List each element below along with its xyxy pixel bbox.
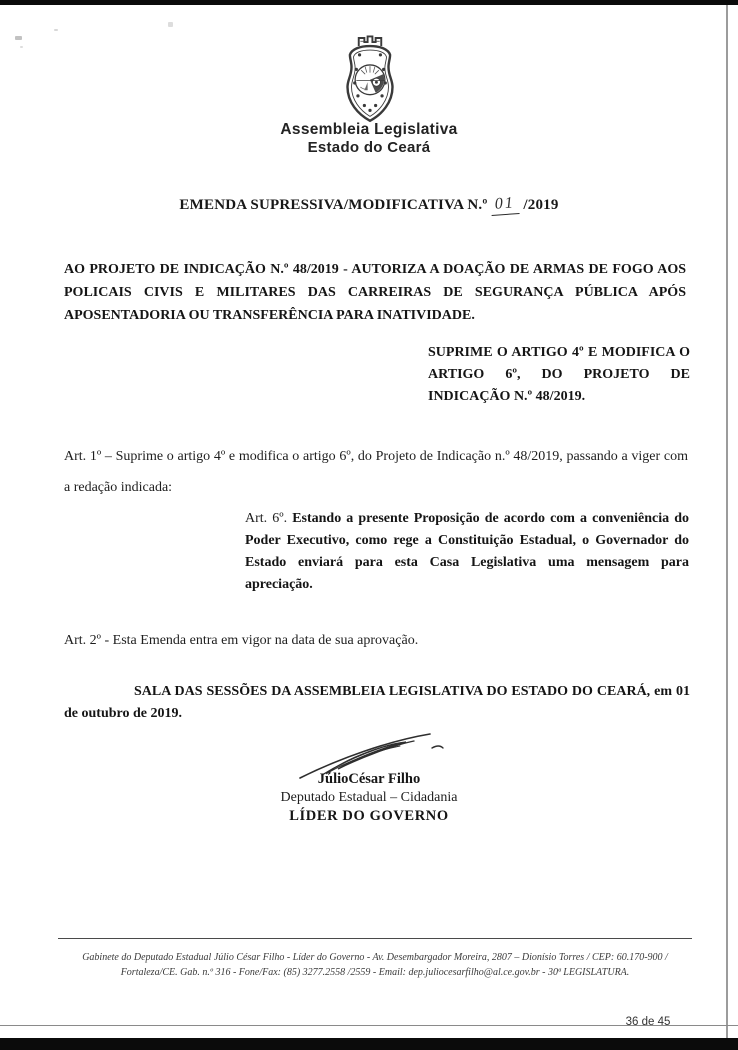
- footer-divider: [58, 938, 692, 939]
- signer-name: JúlioCésar Filho: [317, 771, 421, 787]
- page-number: 36 de 45: [625, 1016, 671, 1028]
- ceara-coat-of-arms-icon: [323, 34, 417, 124]
- scan-noise-speck: [54, 29, 58, 31]
- signer-role: Deputado Estadual – Cidadania: [280, 790, 458, 805]
- scan-noise-speck: [20, 46, 23, 48]
- footer-address: [48, 950, 702, 980]
- letterhead: [0, 121, 738, 157]
- summary-block: SUPRIME O ARTIGO 4º E MODIFICA O ARTIGO 6º, DO PROJETO DE INDICAÇÃO N.º 48/2019.: [428, 345, 690, 404]
- subject-paragraph: AO PROJETO DE INDICAÇÃO N.º 48/2019 - AUTORIZA A DOAÇÃO DE ARMAS DE FOGO AOS POLICAIS CIVIS E MILITARES DAS CARREIRAS DE SEGURANÇA PÚBLICA APÓS APOSENTADORIA OU TRANSFERÊNCIA PARA INATIVIDADE.: [64, 262, 686, 323]
- scan-noise-speck: [168, 22, 173, 27]
- footer-line-2: Fortaleza/CE. Gab. n.º 316 - Fone/Fax: (85) 3277.2558 /2559 - Email: dep.juliocesarfilho@al.ce.gov.br - 30ª LEGISLATURA.: [120, 967, 630, 978]
- signer-title: LÍDER DO GOVERNO: [289, 808, 449, 824]
- article-1-paragraph: Art. 1º – Suprime o artigo 4º e modifica o artigo 6º, do Projeto de Indicação n.º 48/2019, passando a viger com a redação indicada:: [64, 449, 688, 495]
- scan-artifact-page-edge: [726, 5, 728, 1038]
- article-6-text: Estando a presente Proposição de acordo com a conveniência do Poder Executivo, como rege a Constituição Estadual, o Governador do Estado enviará para esta Casa Legislativa uma mensagem para apreciação.: [245, 511, 689, 592]
- footer-line-1: Gabinete do Deputado Estadual Júlio César Filho - Líder do Governo - Av. Desembargador Moreira, 2807 – Dionísio Torres / CEP: 60.170-900 /: [82, 952, 668, 963]
- title-suffix: /2019: [523, 197, 559, 213]
- scan-artifact-top-bar: [0, 0, 738, 5]
- document-title: [0, 196, 738, 216]
- scan-noise-speck: [15, 36, 22, 40]
- scan-artifact-bottom-bar: [0, 1038, 738, 1050]
- closing-paragraph: SALA DAS SESSÕES DA ASSEMBLEIA LEGISLATIVA DO ESTADO DO CEARÁ, em 01 de outubro de 2019.: [64, 684, 690, 721]
- article-2-paragraph: Art. 2º - Esta Emenda entra em vigor na data de sua aprovação.: [64, 633, 419, 648]
- article-6-block: [245, 508, 689, 596]
- article-6-label: Art. 6º.: [245, 511, 293, 526]
- org-state: Estado do Ceará: [307, 139, 431, 156]
- handwritten-number: 01: [491, 194, 520, 216]
- org-name: Assembleia Legislativa: [280, 121, 458, 138]
- title-prefix: EMENDA SUPRESSIVA/MODIFICATIVA N.º: [179, 197, 488, 213]
